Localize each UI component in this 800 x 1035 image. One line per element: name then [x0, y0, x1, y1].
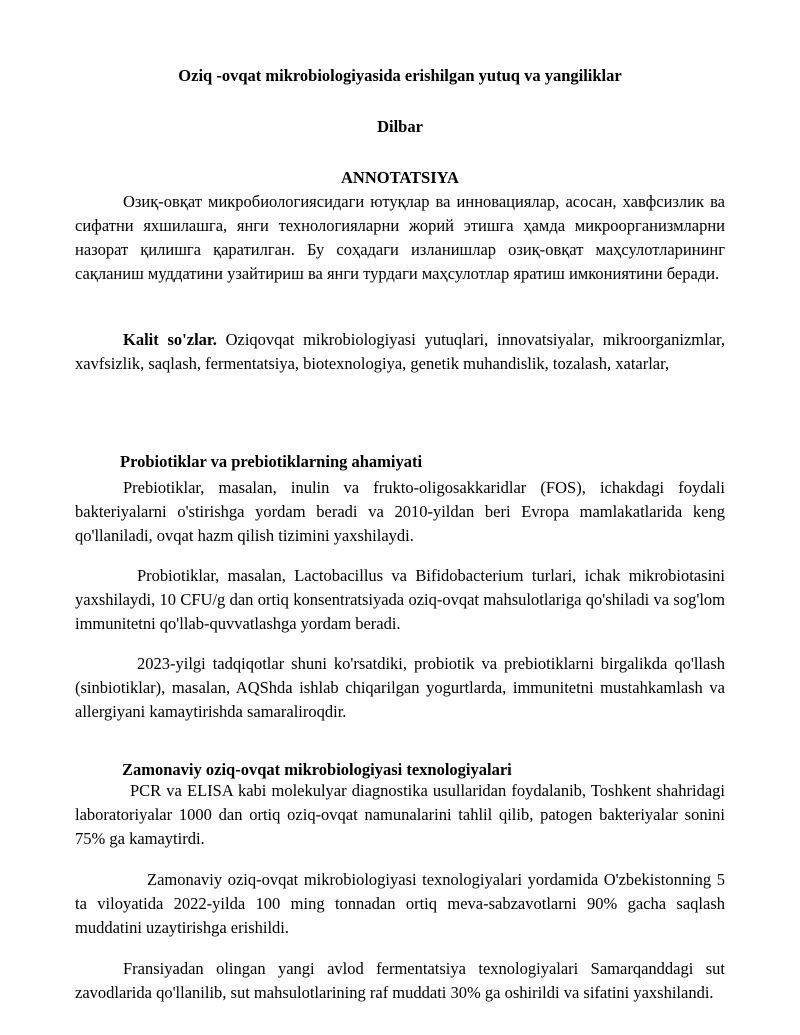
paragraph-probiotics: Probiotiklar, masalan, Lactobacillus va Bifidobacterium turlari, ichak mikrobiotasini yaxshilaydi, 10 CFU/g dan ortiq konsentratsiyada oziq-ovqat mahsulotlariga qo'shiladi va sog'lom immunitetni qo'llab-quvvatlashga yordam beradi.	[75, 566, 725, 633]
keywords-text: Oziqovqat mikrobiologiyasi yutuqlari, innovatsiyalar, mikroorganizmlar, xavfsizlik, saqlash, fermentatsiya, biotexnologiya, genetik muhandislik, tozalash, xatarlar,	[75, 330, 725, 373]
author-name: Dilbar	[377, 117, 423, 136]
document-title: Oziq -ovqat mikrobiologiyasida erishilgan yutuq va yangiliklar	[178, 66, 622, 85]
paragraph-fermentation: Fransiyadan olingan yangi avlod fermentatsiya texnologiyalari Samarqanddagi sut zavodlarida qo'llanilib, sut mahsulotlarining raf muddati 30% ga oshirildi va sifatini yaxshilandi.	[75, 959, 725, 1002]
section-heading-technologies: Zamonaviy oziq-ovqat mikrobiologiyasi texnologiyalari	[122, 760, 512, 779]
paragraph-synbiotics: 2023-yilgi tadqiqotlar shuni ko'rsatdiki, probiotik va prebiotiklarni birgalikda qo'llash (sinbiotiklar), masalan, AQShda ishlab chiqarilgan yogurtlarda, immunitetni mustahkamlash va allergiyani kamaytirishda samaraliroqdir.	[75, 654, 725, 721]
keywords-paragraph	[75, 328, 725, 376]
paragraph-diagnostics: PCR va ELISA kabi molekulyar diagnostika usullaridan foydalanib, Toshkent shahridagi laboratoriyalar 1000 dan ortiq oziq-ovqat namunalarini tahlil qilib, patogen bakteriyalar sonini 75% ga kamaytirdi.	[75, 781, 725, 848]
section-heading-probiotics: Probiotiklar va prebiotiklarning ahamiyati	[120, 452, 423, 471]
keywords-label: Kalit so'zlar.	[123, 330, 217, 349]
paragraph-storage: Zamonaviy oziq-ovqat mikrobiologiyasi texnologiyalari yordamida O'zbekistonning 5 ta viloyatida 2022-yilda 100 ming tonnadan ortiq meva-sabzavotlarni 90% gacha saqlash muddatini uzaytirishga erishildi.	[75, 870, 725, 937]
annotation-heading: ANNOTATSIYA	[341, 168, 459, 187]
annotation-paragraph: Озиқ-овқат микробиологиясидаги ютуқлар ва инновациялар, асосан, хавфсизлик ва сифатни яхшилашга, янги технологияларни жорий этишга ҳамда микроорганизмларни назорат қилишга қаратилган. Бу соҳадаги изланишлар озиқ-овқат маҳсулотларининг сақланиш муддатини узайтириш ва янги турдаги маҳсулотлар яратиш имкониятини беради.	[75, 192, 725, 283]
paragraph-prebiotics: Prebiotiklar, masalan, inulin va frukto-oligosakkaridlar (FOS), ichakdagi foydali bakteriyalarni o'stirishga yordam beradi va 2010-yildan beri Evropa mamlakatlarida keng qo'llaniladi, ovqat hazm qilish tizimini yaxshilaydi.	[75, 478, 725, 545]
